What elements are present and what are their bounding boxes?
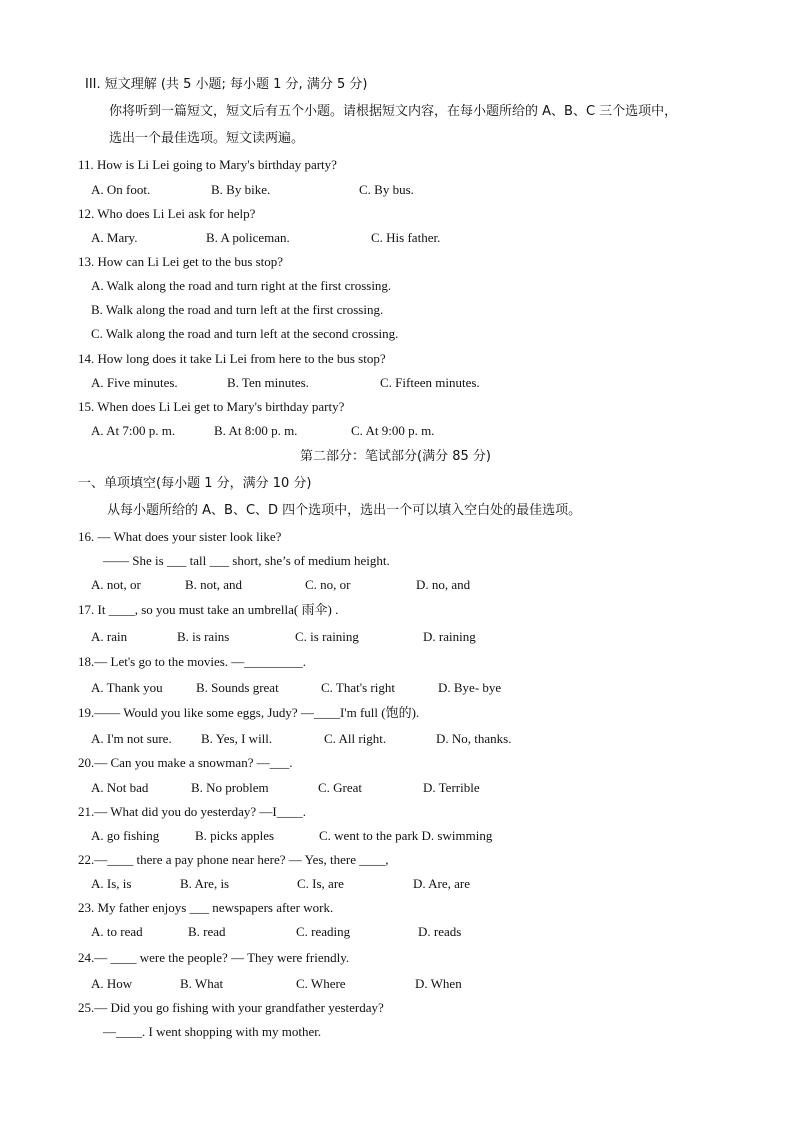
option-b: B. is rains — [177, 629, 230, 644]
option-d: D. reads — [418, 924, 462, 939]
question-20: 20.— Can you make a snowman? —___. — [78, 755, 293, 770]
option-b: B. Are, is — [180, 876, 230, 891]
option-b: B. What — [180, 976, 224, 991]
option-b: B. No problem — [191, 780, 269, 795]
option-b: B. not, and — [185, 577, 243, 592]
option-c: C. Fifteen minutes. — [380, 375, 480, 390]
question-24: 24.— ____ were the people? — They were friendly. — [78, 950, 350, 965]
question-15: 15. When does Li Lei get to Mary's birthday party? — [78, 399, 345, 414]
question-18: 18.— Let's go to the movies. —_________. — [78, 654, 307, 669]
question-25-line2: —____. I went shopping with my mother. — [103, 1024, 322, 1039]
option-a: A. Thank you — [91, 680, 163, 695]
part3-instruction-line2: 选出一个最佳选项。短文读两遍。 — [109, 131, 305, 146]
question-13-option-c: C. Walk along the road and turn left at the second crossing. — [91, 326, 399, 341]
option-d: D. Bye- bye — [438, 680, 502, 695]
option-c: C. By bus. — [359, 182, 414, 197]
question-17: 17. It ____, so you must take an umbrella( 雨伞) . — [78, 602, 339, 617]
option-d: D. Terrible — [423, 780, 480, 795]
question-16: 16. — What does your sister look like? — [78, 529, 282, 544]
question-21: 21.— What did you do yesterday? —I____. — [78, 804, 306, 819]
option-a: A. I'm not sure. — [91, 731, 172, 746]
option-a: A. Five minutes. — [91, 375, 178, 390]
option-c: C. no, or — [305, 577, 351, 592]
question-25: 25.— Did you go fishing with your grandfather yesterday? — [78, 1000, 384, 1015]
option-c: C. reading — [296, 924, 351, 939]
option-d: D. raining — [423, 629, 476, 644]
option-b: B. At 8:00 p. m. — [214, 423, 298, 438]
option-d: D. When — [415, 976, 462, 991]
question-13-option-b: B. Walk along the road and turn left at the first crossing. — [91, 302, 384, 317]
option-a: A. not, or — [91, 577, 141, 592]
question-13-option-a: A. Walk along the road and turn right at the first crossing. — [91, 278, 392, 293]
question-22: 22.—____ there a pay phone near here? — Yes, there ____, — [78, 852, 389, 867]
option-a: A. At 7:00 p. m. — [91, 423, 176, 438]
option-d: D. No, thanks. — [436, 731, 512, 746]
option-b: B. A policeman. — [206, 230, 290, 245]
option-b: B. Sounds great — [196, 680, 279, 695]
part2-title: 第二部分：笔试部分(满分 85 分) — [300, 449, 491, 464]
option-c: C. All right. — [324, 731, 387, 746]
option-c: C. Where — [296, 976, 346, 991]
option-b: B. Ten minutes. — [227, 375, 309, 390]
option-c-d: C. went to the park D. swimming — [319, 828, 493, 843]
option-a: A. go fishing — [91, 828, 160, 843]
option-c: C. is raining — [295, 629, 359, 644]
option-c: C. At 9:00 p. m. — [351, 423, 435, 438]
option-c: C. That's right — [321, 680, 395, 695]
option-c: C. Is, are — [297, 876, 344, 891]
option-b: B. Yes, I will. — [201, 731, 273, 746]
option-b: B. By bike. — [211, 182, 271, 197]
option-c: C. His father. — [371, 230, 441, 245]
option-a: A. rain — [91, 629, 128, 644]
question-19: 19.—— Would you like some eggs, Judy? —____I'm full (饱的). — [78, 705, 420, 720]
question-11: 11. How is Li Lei going to Mary's birthday party? — [78, 157, 337, 172]
option-c: C. Great — [318, 780, 363, 795]
section1-heading: 一、单项填空(每小题 1 分，满分 10 分) — [78, 476, 312, 491]
option-d: D. no, and — [416, 577, 471, 592]
question-14: 14. How long does it take Li Lei from here to the bus stop? — [78, 351, 386, 366]
option-d: D. Are, are — [413, 876, 471, 891]
section1-instruction: 从每小题所给的 A、B、C、D 四个选项中，选出一个可以填入空白处的最佳选项。 — [107, 503, 582, 518]
option-a: A. How — [91, 976, 133, 991]
option-b: B. read — [188, 924, 226, 939]
question-23: 23. My father enjoys ___ newspapers after work. — [78, 900, 334, 915]
question-16-line2: —— She is ___ tall ___ short, she’s of medium height. — [103, 553, 390, 568]
part3-heading: III. 短文理解 (共 5 小题; 每小题 1 分, 满分 5 分) — [85, 77, 368, 92]
option-a: A. Is, is — [91, 876, 132, 891]
part3-instruction-line1: 你将听到一篇短文，短文后有五个小题。请根据短文内容，在每小题所给的 A、B、C 三个选项中， — [109, 104, 678, 119]
option-b: B. picks apples — [195, 828, 275, 843]
question-13: 13. How can Li Lei get to the bus stop? — [78, 254, 284, 269]
option-a: A. to read — [91, 924, 143, 939]
option-a: A. Mary. — [91, 230, 138, 245]
question-12: 12. Who does Li Lei ask for help? — [78, 206, 256, 221]
option-a: A. On foot. — [91, 182, 151, 197]
option-a: A. Not bad — [91, 780, 149, 795]
